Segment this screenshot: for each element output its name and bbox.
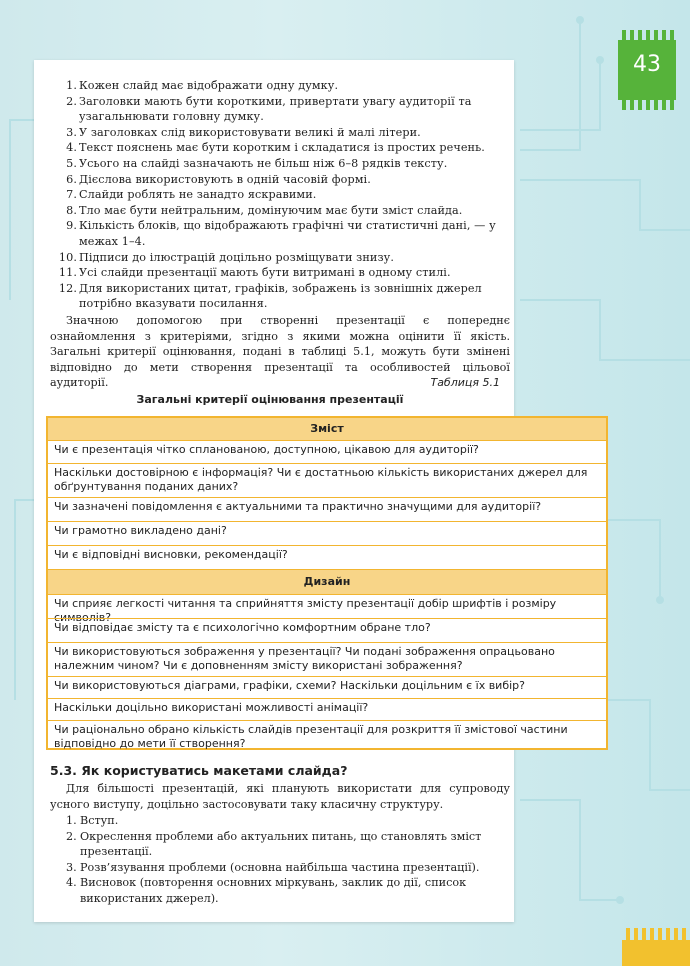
table-row: Чи зазначені повідомлення є актуальними та практично значущими для аудиторії? — [48, 497, 606, 521]
table-row: Чи відповідає змісту та є психологічно комфортним обране тло? — [48, 618, 606, 642]
table-row: Чи раціонально обрано кількість слайдів презентації для розкриття її змістової частини відповідно до мети її створення? — [48, 720, 606, 748]
rule-item: 6. Дієслова використовують в одній часовій формі. — [66, 172, 371, 186]
presentation-rules-list — [50, 78, 510, 312]
intro-paragraph: Значною допомогою при створенні презентації є попереднє ознайомлення з критеріями, згідно з якими можна оцінити її якість. Загальні критерії оцінювання, подані в таблиці 5.1, можуть бути змінені відповідно до мети створення презентації та особливостей цільової аудиторії. — [50, 314, 510, 390]
rule-item: 5. Усього на слайді зазначають не більш ніж 6–8 рядків тексту. — [66, 156, 448, 170]
table-title: Загальні критерії оцінювання презентації — [136, 393, 404, 406]
table-row: Чи грамотно викладено дані? — [48, 521, 606, 545]
rule-item: 11. Усі слайди презентації мають бути витримані в одному стилі. — [58, 266, 451, 280]
table-row: Наскільки достовірною є інформація? Чи є достатньою кількість використаних джерел для обґрунтування поданих даних? — [48, 463, 606, 497]
structure-steps-list — [50, 813, 510, 907]
rule-item: 7. Слайди роблять не занадто яскравими. — [66, 188, 317, 202]
table-row: Наскільки доцільно використані можливості анімації? — [48, 698, 606, 720]
rule-item: 1. Кожен слайд має відображати одну думку. — [66, 79, 339, 92]
table-row: Чи є відповідні висновки, рекомендації? — [48, 545, 606, 569]
rule-item: 2. Заголовки мають бути короткими, привертати увагу аудиторії та узагальнювати головну думку. — [66, 94, 472, 124]
table-row: Чи використовуються діаграми, графіки, схеми? Наскільки доцільним є їх вибір? — [48, 676, 606, 698]
rule-item: 8. Тло має бути нейтральним, домінуючим має бути зміст слайда. — [66, 203, 463, 217]
step-item: 3. Розв’язування проблеми (основна найбільша частина презентації). — [66, 860, 480, 874]
rule-item: 9. Кількість блоків, що відображають графічні чи статистичні дані, — у межах 1–4. — [66, 219, 496, 248]
table-header-content: Зміст — [48, 418, 606, 440]
table-header-design: Дизайн — [48, 569, 606, 594]
step-item: 2. Окреслення проблеми або актуальних питань, що становлять зміст презентації. — [66, 829, 482, 859]
section-heading: 5.3. Як користуватись макетами слайда? — [50, 763, 348, 778]
rule-item: 3. У заголовках слід використовувати великі й малі літери. — [66, 125, 421, 139]
criteria-table — [46, 416, 608, 750]
section-paragraph: Для більшості презентацій, які планують використати для супроводу усного виступу, доцільно застосовувати таку класичну структуру. — [50, 782, 510, 811]
step-item: 1. Вступ. — [66, 814, 119, 827]
step-item: 4. Висновок (повторення основних міркувань, заклик до дії, список використаних джерел). — [66, 876, 467, 905]
rule-item: 12. Для використаних цитат, графіків, зображень із зовнішніх джерел потрібно вказувати посилання. — [58, 281, 482, 311]
table-row: Чи сприяє легкості читання та сприйняття змісту презентації добір шрифтів і розміру символів? — [48, 594, 606, 618]
table-row: Чи використовуються зображення у презентації? Чи подані зображення опрацьовано належним чином? Чи є доповненням змісту використані зображення? — [48, 642, 606, 676]
page-number: 43 — [633, 52, 661, 77]
rule-item: 4. Текст пояснень має бути коротким і складатися із простих речень. — [66, 141, 485, 155]
table-row: Чи є презентація чітко спланованою, доступною, цікавою для аудиторії? — [48, 440, 606, 463]
rule-item: 10. Підписи до ілюстрацій доцільно розміщувати знизу. — [58, 250, 395, 264]
table-caption: Таблиця 5.1 — [430, 376, 500, 389]
